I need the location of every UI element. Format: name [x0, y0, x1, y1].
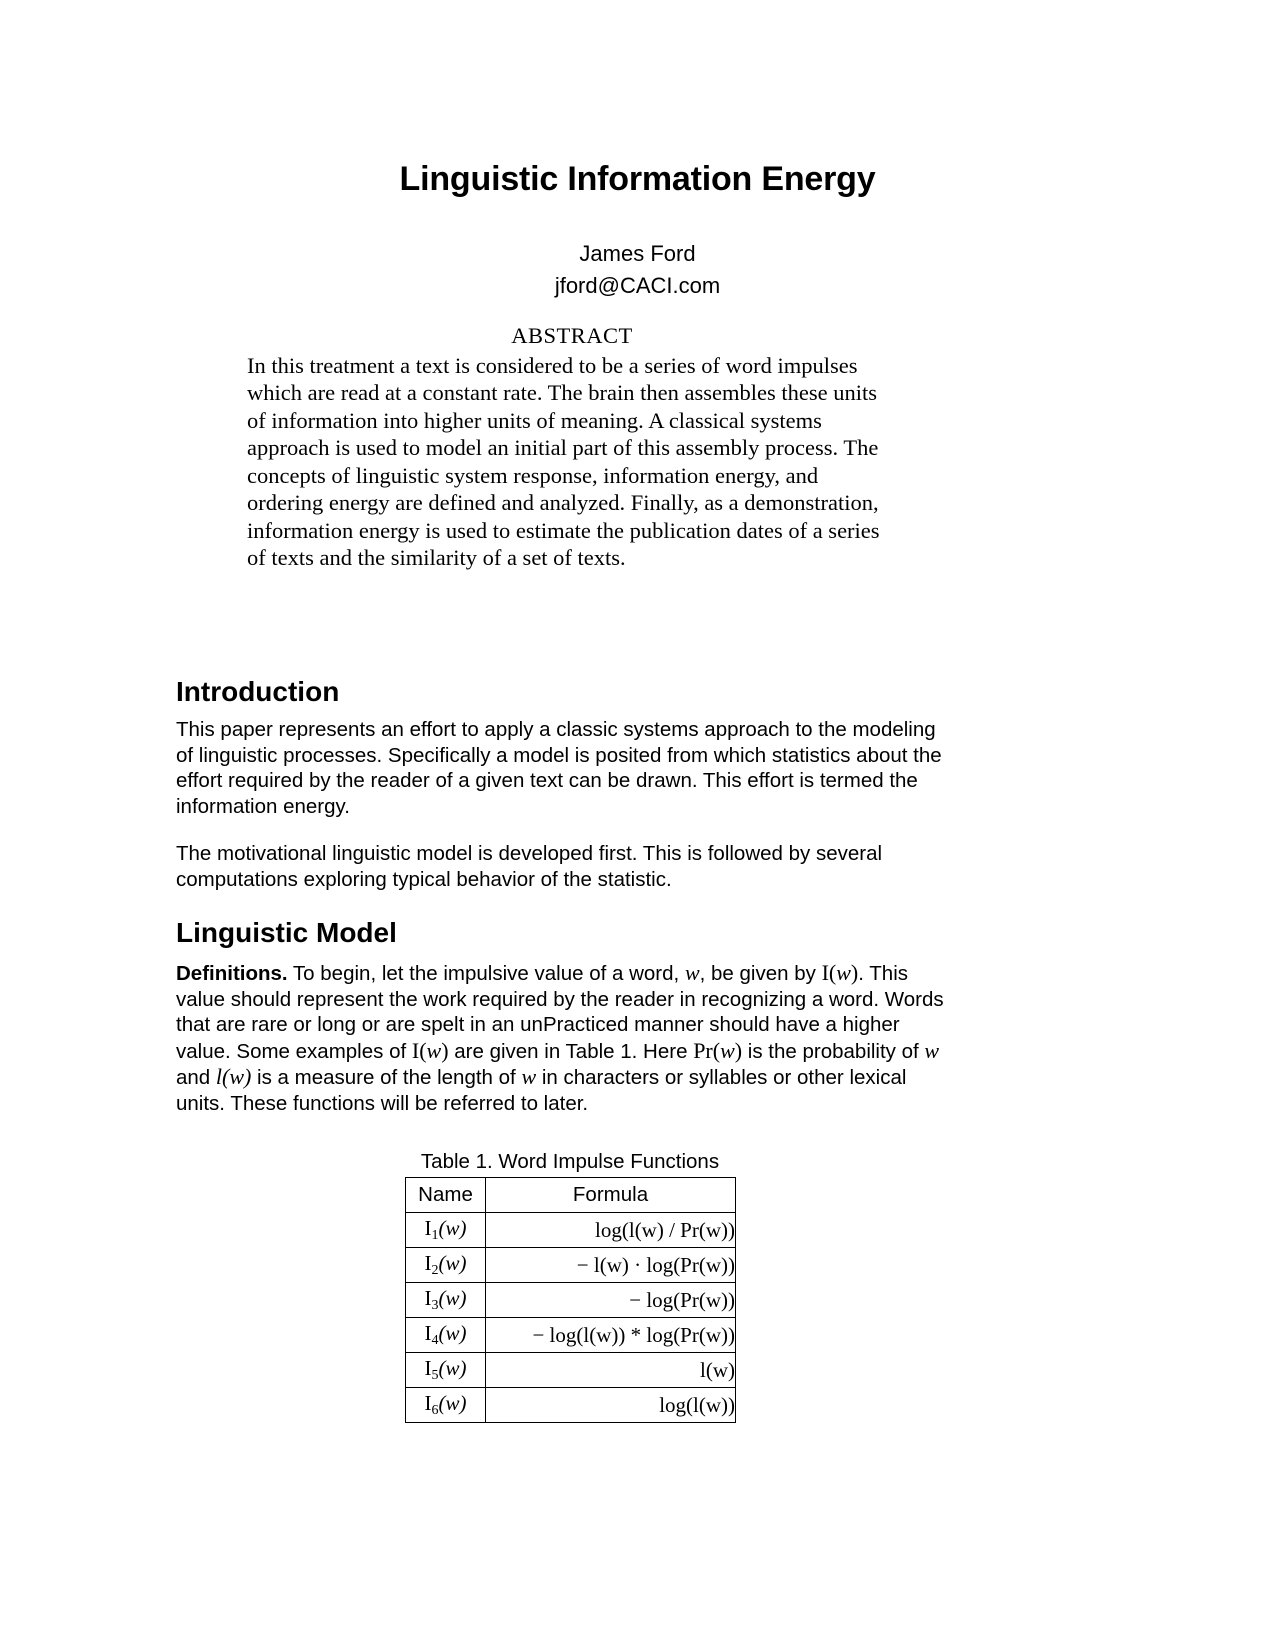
- function-name-cell: [406, 1248, 486, 1283]
- function-name-base: I: [424, 1251, 432, 1276]
- author-email: jford@CACI.com: [554, 273, 721, 298]
- paragraph-definitions: [176, 960, 954, 1116]
- formula-cell: l(w): [486, 1353, 736, 1388]
- function-name-base: I: [424, 1216, 432, 1241]
- math-impulse-2: I(: [411, 1037, 427, 1063]
- function-name-cell: [406, 1283, 486, 1318]
- formula-cell: log(l(w)): [486, 1388, 736, 1423]
- table-row: [406, 1388, 736, 1423]
- definitions-text-5: is the probability of: [742, 1039, 925, 1063]
- variable-w-3: w: [521, 1064, 537, 1089]
- function-name-subscript: 3: [431, 1297, 439, 1313]
- function-name-arg: (w): [438, 1391, 467, 1416]
- function-name-base: I: [424, 1286, 432, 1311]
- abstract-section: [247, 322, 897, 572]
- math-probability: Pr(: [693, 1037, 721, 1063]
- section-heading-introduction: Introduction: [176, 676, 340, 707]
- variable-w-1: w: [684, 960, 700, 985]
- table-1-block: [405, 1150, 735, 1423]
- definitions-text-6: and: [176, 1066, 216, 1089]
- function-name-arg: (w): [438, 1356, 467, 1381]
- column-header-formula: Formula: [486, 1178, 736, 1213]
- definitions-text-8: in characters or syllables or other lexical units. These functions will be referred to later.: [176, 1066, 907, 1115]
- table-row: [406, 1353, 736, 1388]
- author-block: [0, 238, 1275, 302]
- definitions-text-1: To begin, let the impulsive value of a word,: [287, 962, 685, 985]
- table-row: [406, 1213, 736, 1248]
- table-row: [406, 1283, 736, 1318]
- section-heading-linguistic-model: Linguistic Model: [176, 917, 397, 948]
- math-impulse-close-2: ): [441, 1037, 449, 1063]
- table-header-row: [406, 1178, 736, 1213]
- function-name-arg: (w): [438, 1321, 467, 1346]
- paragraph-intro-1: This paper represents an effort to apply a classic systems approach to the modeling of linguistic processes. Specifically a model is posited from which statistics about the effort required by the reader of a given text can be drawn. This effort is termed the information energy.: [176, 718, 942, 818]
- formula-cell: log(l(w) / Pr(w)): [486, 1213, 736, 1248]
- math-impulse-arg-2: w: [426, 1037, 442, 1063]
- column-header-name: Name: [406, 1178, 486, 1213]
- function-name-subscript: 6: [431, 1402, 439, 1418]
- definitions-text-7: is a measure of the length of: [251, 1066, 522, 1089]
- function-name-cell: [406, 1213, 486, 1248]
- page-title: Linguistic Information Energy: [399, 160, 876, 198]
- math-impulse-arg-1: w: [836, 960, 851, 985]
- abstract-heading: ABSTRACT: [511, 323, 633, 348]
- function-name-subscript: 4: [431, 1332, 439, 1348]
- word-impulse-functions-table: [405, 1177, 736, 1423]
- function-name-base: I: [424, 1321, 432, 1346]
- formula-cell: − l(w) · log(Pr(w)): [486, 1248, 736, 1283]
- math-probability-close: ): [734, 1037, 743, 1063]
- definitions-text-4: are given in Table 1. Here: [448, 1039, 694, 1063]
- paragraph-intro-2: The motivational linguistic model is developed first. This is followed by several computations exploring typical behavior of the statistic.: [176, 842, 883, 891]
- definitions-text-3: . This value should represent the work required by the reader in recognizing a word. Words that are rare or long or are spelt in an unPracticed manner should have a higher value. Some examples of: [176, 962, 944, 1063]
- function-name-base: I: [424, 1391, 432, 1416]
- function-name-arg: (w): [438, 1251, 467, 1276]
- function-name-cell: [406, 1388, 486, 1423]
- table-row: [406, 1248, 736, 1283]
- definitions-text-2: , be given by: [699, 962, 822, 985]
- function-name-subscript: 2: [431, 1262, 439, 1278]
- table-body: [406, 1213, 736, 1423]
- author-name: James Ford: [579, 241, 696, 266]
- formula-cell: − log(Pr(w)): [486, 1283, 736, 1318]
- function-name-cell: [406, 1353, 486, 1388]
- math-impulse-1: I(: [821, 960, 837, 985]
- formula-cell: − log(l(w)) * log(Pr(w)): [486, 1318, 736, 1353]
- math-impulse-close-1: ): [850, 960, 859, 985]
- function-name-arg: (w): [438, 1216, 467, 1241]
- variable-length-function: l(w): [215, 1064, 252, 1089]
- function-name-cell: [406, 1318, 486, 1353]
- math-probability-arg: w: [720, 1037, 735, 1063]
- function-name-subscript: 5: [431, 1367, 439, 1383]
- table-row: [406, 1318, 736, 1353]
- definitions-lead: Definitions.: [176, 962, 288, 985]
- function-name-arg: (w): [438, 1286, 467, 1311]
- variable-w-2: w: [924, 1037, 940, 1063]
- function-name-subscript: 1: [431, 1227, 439, 1243]
- abstract-body: In this treatment a text is considered to be a series of word impulses which are read at a constant rate. The brain then assembles these units of information into higher units of meaning. A classical systems approach is used to model an initial part of this assembly process. The concepts of linguistic system response, information energy, and ordering energy are defined and analyzed. Finally, as a demonstration, information energy is used to estimate the publication dates of a series of texts and the similarity of a set of texts.: [247, 352, 880, 570]
- function-name-base: I: [424, 1356, 432, 1381]
- table-caption: Table 1. Word Impulse Functions: [420, 1150, 720, 1173]
